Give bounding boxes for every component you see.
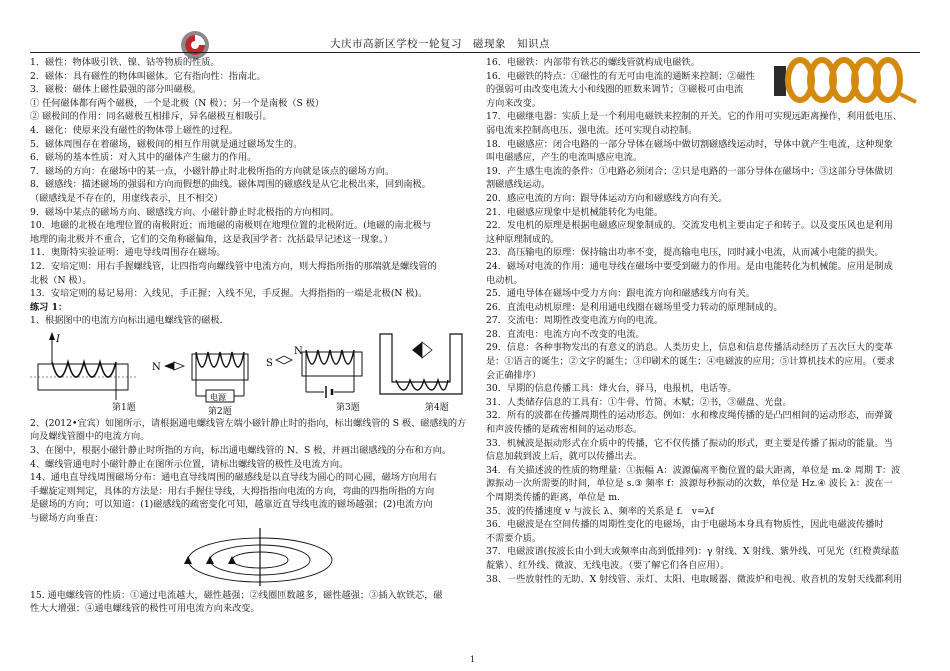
knowledge-line: 6．磁场的基本性质：对入其中的磁体产生磁力的作用。 xyxy=(30,152,257,164)
knowledge-line: 22．发电机的原理是根据电磁感应现象制成的。交流发电机主要由定子和转子。以及变压风也是利用 xyxy=(486,220,893,232)
knowledge-line: 靛紫）、红外线、微波、无线电波。（要了解它们各自应用）。 xyxy=(486,559,730,571)
knowledge-line: 电动机。 xyxy=(486,274,523,286)
knowledge-line: 不需要介质。 xyxy=(486,532,542,544)
practice-line: 2、(2012•宜宾）如图所示，请根据通电螺线管左端小磁针静止时的指向，标出螺线管的 S 极、磁感线的方 xyxy=(30,417,467,429)
knowledge-line: 32．所有的波都在传播周期性的运动形态。例如：水和橡皮绳传播的是凸凹相间的运动形态，而弹簧 xyxy=(486,410,893,422)
practice-line: 与磁场方向垂直： xyxy=(30,513,104,525)
straight-wire-field-figure xyxy=(30,526,470,588)
knowledge-line: 11．奥斯特实验证明：通电导线周围存在磁场。 xyxy=(30,247,226,259)
knowledge-line: 26．直流电动机原理：是利用通电线圈在磁场里受力转动的原理制成的。 xyxy=(486,301,783,313)
knowledge-line: 12．安培定则：用右手握螺线管，让四指弯向螺线管中电流方向，则大拇指所指的那端就是螺线管的 xyxy=(30,260,437,272)
knowledge-line: 弱电流来控制高电压、强电流。还可实现自动控制。 xyxy=(486,124,698,136)
knowledge-line: 4．磁化：使原来没有磁性的物体带上磁性的过程。 xyxy=(30,124,238,136)
knowledge-line: 37．电磁波谱(按波长由小到大或频率由高到低排列)：γ 射线、X 射线、紫外线、可见光（红橙黄绿蓝 xyxy=(486,546,900,558)
practice-line: 向及螺线管圈中的电流方向。 xyxy=(30,431,150,443)
right-column xyxy=(486,56,920,586)
knowledge-line: 21．电磁感应现象中是机械能转化为电能。 xyxy=(486,206,664,218)
knowledge-line: 割磁感线运动。 xyxy=(486,179,551,191)
practice-line: 是磁场的方向；可以知道：(1)磁感线的疏密变化可知，越靠近直导线电流的磁场越强；(2)电流方向 xyxy=(30,499,433,511)
current-label: I xyxy=(56,333,60,345)
knowledge-line: 36．电磁波是在空间传播的周期性变化的电磁场，由于电磁场本身具有物质性，因此电磁波传播时 xyxy=(486,519,884,531)
knowledge-line: 3．磁极：磁体上磁性最强的部分叫磁极。 xyxy=(30,84,202,96)
practice-line: 3、在图中，根据小磁针静止时所指的方向，标出通电螺线管的 N、S 极，并画出磁感线的分布和方向。 xyxy=(30,445,452,457)
page-number: 1 xyxy=(470,655,476,664)
figure-4-caption: 第4题 xyxy=(425,402,449,413)
knowledge-line: （磁感线是不存在的，用虚线表示，且不相交） xyxy=(30,192,223,204)
practice-line: 手螺旋定则判定，具体的方法是：用右手握住导线，大拇指指向电流的方向，弯曲的四指所指的方向 xyxy=(30,485,435,497)
knowledge-line: 17．电磁继电器：实质上是一个利用电磁铁来控制的开关。它的作用可实现远距离操作，利用低电压、 xyxy=(486,111,902,123)
practice-line: 4、螺线管通电时小磁针静止在图所示位置，请标出螺线管的极性及电流方向。 xyxy=(30,458,349,470)
knowledge-list-right xyxy=(486,56,920,586)
left-column xyxy=(30,56,470,616)
knowledge-line: 20．感应电流的方向：跟导体运动方向和磁感线方向有关。 xyxy=(486,192,728,204)
knowledge-line: 7．磁场的方向：在磁场中的某一点，小磁针静止时北极所指的方向就是该点的磁场方向。 xyxy=(30,165,395,177)
knowledge-line: 和声波传播的是疏密相间的运动形态。 xyxy=(486,424,643,436)
knowledge-line: 个周期类传播的距离，单位是 m. xyxy=(486,492,620,503)
knowledge-line: 35．波的传播速度 v 与波长 λ、频率的关系是 f. v=λf xyxy=(486,505,714,517)
page-header: 大庆市高新区学校一轮复习 磁现象 知识点 xyxy=(330,38,550,50)
knowledge-line: ① 任何磁体都有两个磁极，一个是北极（N 极）；另一个是南极（S 极） xyxy=(30,97,325,109)
knowledge-line: 北极（N 极）。 xyxy=(30,274,92,286)
knowledge-line: 2．磁体：具有磁性的物体叫磁体。它有指向性：指南北。 xyxy=(30,70,266,82)
practice-line: 14、通电直导线周围磁场分布：通电直导线周围的磁感线是以直导线为圆心的同心圆，磁场方向用右 xyxy=(30,472,437,484)
knowledge-line: 16．电磁铁：内部带有铁芯的螺线管就构成电磁铁。 xyxy=(486,57,700,68)
practice-question-1: 1、根据图中的电流方向标出通电螺线管的磁极. xyxy=(30,315,223,327)
knowledge-line: 地理的南北极并不重合，它们的交角称磁偏角，这是我国学者：沈括最早记述这一现象。） xyxy=(30,233,393,245)
knowledge-line: 信息加载到波上后，就可以传播出去。 xyxy=(486,451,643,463)
knowledge-line: 29．信息：各种事物发出的有意义的消息。人类历史上，信息和信息传播活动经历了五次巨大的变革 xyxy=(486,342,893,354)
knowledge-line: 这种原理制成的。 xyxy=(486,233,560,245)
knowledge-line: ② 磁极间的作用：同名磁极互相排斥，异名磁极互相吸引。 xyxy=(30,111,272,123)
figure-3-caption: 第3题 xyxy=(336,402,360,413)
knowledge-line: 33．机械波是振动形式在介质中的传播，它不仅传播了振动的形式，更主要是传播了振动的能量。当 xyxy=(486,437,893,449)
knowledge-line: 30．早期的信息传播工具：烽火台，驿马，电报机，电话等。 xyxy=(486,383,737,395)
knowledge-line: 28．直流电：电流方向不改变的电流。 xyxy=(486,328,645,340)
fig2-source-label: 电源 xyxy=(210,392,226,402)
knowledge-line: 8．磁感线：描述磁场的强弱和方向而假想的曲线。磁体周围的磁感线是从它北极出来，回到南极。 xyxy=(30,179,431,191)
practice-line: 15. 通电螺线管的性质：①通过电流越大，磁性越强；②线圈匝数越多，磁性越强；③插入软铁芯，磁 xyxy=(30,589,443,601)
knowledge-line: 31．人类储存信息的工具有：①牛骨、竹简、木赋；②书，③磁盘、光盘。 xyxy=(486,396,792,408)
concentric-field-icon xyxy=(180,526,340,588)
knowledge-line: 23．高压输电的原理：保持输出功率不变，提高输电电压，同时减小电流，从而减小电能的损失。 xyxy=(486,247,884,259)
knowledge-line: 19．产生感生电流的条件：①电路必须闭合；②只是电路的一部分导体在磁场中；③这部分导体做切 xyxy=(486,165,893,177)
practice-after-lines xyxy=(30,589,470,616)
fig3-n-label: N xyxy=(294,345,303,357)
header-divider xyxy=(30,52,920,53)
knowledge-line: 叫电磁感应，产生的电流叫感应电流。 xyxy=(486,152,643,164)
figure-4-horseshoe xyxy=(374,330,470,416)
fig2-n-label: N xyxy=(152,361,161,373)
figure-2-solenoid xyxy=(150,330,260,416)
knowledge-line: 10．地磁的北极在地理位置的南极附近；而地磁的南极则在地理位置的北极附近。(地磁的南北极与 xyxy=(30,220,432,232)
knowledge-line: 方向来改变。 xyxy=(486,97,542,109)
knowledge-line: 9．磁场中某点的磁场方向、磁感线方向、小磁针静止时北极指的方向相同。 xyxy=(30,206,340,218)
solenoid-figures xyxy=(30,330,470,416)
practice-line: 性大大增强；④通电螺线管的极性可用电流方向来改变。 xyxy=(30,603,260,615)
knowledge-line: 源振动一次所需要的时间，单位是 s.③ 频率 f：波源每秒振动的次数，单位是 Hz.④ 波长 λ：波在一 xyxy=(486,478,893,490)
knowledge-line: 38、一些放射性的无助、X 射线管、汞灯、太阳、电取暖器、微波炉和电视、收音机的发射天线都利用 xyxy=(486,573,903,585)
knowledge-line: 1．磁性：物体吸引铁、镍、钴等物质的性质。 xyxy=(30,57,220,68)
knowledge-line: 是：①语言的诞生；②文字的诞生；③印刷术的诞生；④电磁波的应用；⑤计算机技术的应用。（要求 xyxy=(486,356,895,368)
knowledge-line: 18．电磁感应：闭合电路的一部分导体在磁场中做切割磁感线运动时，导体中就产生电流，这种现象 xyxy=(486,138,893,150)
knowledge-list-left xyxy=(30,56,470,301)
knowledge-line: 25．通电导体在磁场中受力方向：跟电流方向和磁感线方向有关。 xyxy=(486,288,755,300)
practice-title: 练习 1： xyxy=(30,301,68,313)
knowledge-line: 5．磁体周围存在着磁场，磁极间的相互作用就是通过磁场发生的。 xyxy=(30,138,303,150)
knowledge-line: 的强弱可由改变电流大小和线圈的匝数来调节；③磁极可由电流 xyxy=(486,84,744,96)
knowledge-line: 13．安培定则的易记易用：入线见，手正握；入线不见，手反握。大拇指指的一端是北极(N 极)。 xyxy=(30,288,428,300)
fig3-s-label: S xyxy=(266,357,273,369)
knowledge-line: 34．有关描述波的性质的物理量：①振幅 A：波源偏离平衡位置的最大距离，单位是 m.② 周期 T：波 xyxy=(486,464,901,476)
knowledge-line: 会正确排序） xyxy=(486,369,542,381)
practice-lines xyxy=(30,417,470,526)
knowledge-line: 27．交流电：周期性改变电流方向的电流。 xyxy=(486,315,664,327)
figure-1-caption: 第1题 xyxy=(112,402,136,413)
figure-2-caption: 第2题 xyxy=(208,406,232,417)
knowledge-line: 16．电磁铁的特点：①磁性的有无可由电流的通断来控制；②磁性 xyxy=(486,70,755,82)
knowledge-line: 24．磁场对电流的作用：通电导线在磁场中要受到磁力的作用。是由电能转化为机械能。应用是制成 xyxy=(486,260,893,272)
